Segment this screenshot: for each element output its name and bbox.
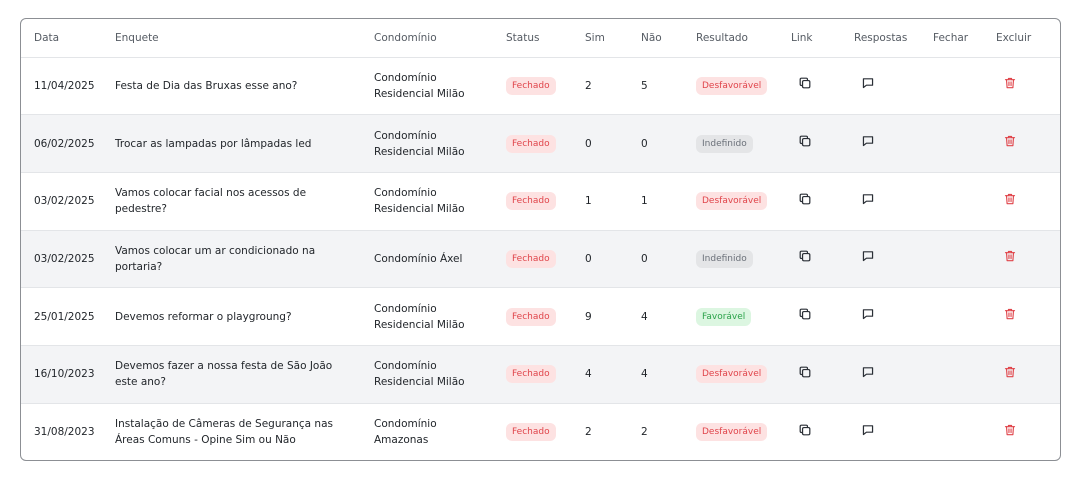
cell-nao: 2 — [641, 426, 648, 439]
cell-data: 06/02/2025 — [21, 115, 115, 173]
cell-data: 03/02/2025 — [21, 172, 115, 230]
copy-icon[interactable] — [798, 134, 812, 148]
status-badge: Fechado — [506, 365, 556, 383]
trash-icon[interactable] — [1003, 249, 1017, 263]
header-nao: Não — [641, 19, 696, 57]
cell-fechar — [933, 57, 996, 115]
cell-data: 11/04/2025 — [21, 57, 115, 115]
cell-nao: 1 — [641, 172, 696, 230]
trash-icon[interactable] — [1003, 134, 1017, 148]
copy-icon[interactable] — [798, 423, 812, 437]
message-icon[interactable] — [861, 76, 875, 90]
cell-enquete: Trocar as lampadas por lâmpadas led — [115, 115, 374, 173]
table-row — [21, 288, 1061, 346]
cell-data: 16/10/2023 — [21, 345, 115, 403]
message-icon[interactable] — [861, 423, 875, 437]
copy-icon[interactable] — [798, 365, 812, 379]
status-badge: Fechado — [506, 423, 556, 441]
cell-condominio: Condomínio Residencial Milão — [374, 288, 506, 346]
status-badge: Fechado — [506, 250, 556, 268]
cell-fechar — [933, 172, 996, 230]
header-resultado: Resultado — [696, 19, 791, 57]
cell-sim: 4 — [585, 345, 641, 403]
cell-condominio: Condomínio Residencial Milão — [374, 57, 506, 115]
cell-enquete: Devemos reformar o playgroung? — [115, 288, 374, 346]
cell-fechar — [933, 115, 996, 173]
cell-sim: 2 — [585, 426, 592, 439]
trash-icon[interactable] — [1003, 76, 1017, 90]
cell-condominio: Condomínio Residencial Milão — [374, 172, 506, 230]
cell-condominio: Condomínio Residencial Milão — [374, 115, 506, 173]
result-badge: Desfavorável — [696, 192, 767, 210]
cell-nao: 0 — [641, 115, 696, 173]
cell-condominio: Condomínio Amazonas — [374, 418, 437, 447]
cell-nao: 5 — [641, 57, 696, 115]
trash-icon[interactable] — [1003, 423, 1017, 437]
polls-table-card — [20, 18, 1061, 461]
header-data: Data — [21, 19, 115, 57]
status-badge: Fechado — [506, 308, 556, 326]
cell-fechar — [933, 288, 996, 346]
message-icon[interactable] — [861, 365, 875, 379]
cell-data: 25/01/2025 — [21, 288, 115, 346]
status-badge: Fechado — [506, 192, 556, 210]
result-badge: Desfavorável — [696, 423, 767, 441]
result-badge: Indefinido — [696, 135, 753, 153]
copy-icon[interactable] — [798, 249, 812, 263]
cell-nao: 0 — [641, 230, 696, 288]
copy-icon[interactable] — [798, 192, 812, 206]
status-badge: Fechado — [506, 77, 556, 95]
cell-condominio: Condomínio Residencial Milão — [374, 345, 506, 403]
cell-sim: 2 — [585, 57, 641, 115]
cell-data: 03/02/2025 — [21, 230, 115, 288]
table-row — [21, 115, 1061, 173]
table-row — [21, 57, 1061, 115]
header-excluir: Excluir — [996, 19, 1061, 57]
cell-enquete: Devemos fazer a nossa festa de São João este ano? — [115, 345, 374, 403]
copy-icon[interactable] — [798, 76, 812, 90]
table-row — [21, 403, 1061, 461]
table-row — [21, 230, 1061, 288]
message-icon[interactable] — [861, 249, 875, 263]
cell-enquete: Instalação de Câmeras de Segurança nas Áreas Comuns - Opine Sim ou Não — [115, 418, 333, 447]
cell-sim: 1 — [585, 172, 641, 230]
table-header-row — [21, 19, 1061, 57]
header-enquete: Enquete — [115, 19, 374, 57]
cell-enquete: Festa de Dia das Bruxas esse ano? — [115, 57, 374, 115]
result-badge: Desfavorável — [696, 365, 767, 383]
copy-icon[interactable] — [798, 307, 812, 321]
trash-icon[interactable] — [1003, 307, 1017, 321]
trash-icon[interactable] — [1003, 192, 1017, 206]
cell-fechar — [933, 403, 996, 461]
message-icon[interactable] — [861, 192, 875, 206]
cell-fechar — [933, 230, 996, 288]
result-badge: Favorável — [696, 308, 751, 326]
header-link: Link — [791, 19, 854, 57]
cell-enquete: Vamos colocar um ar condicionado na portaria? — [115, 230, 374, 288]
cell-data: 31/08/2023 — [34, 426, 95, 439]
polls-table — [21, 19, 1061, 461]
header-fechar: Fechar — [933, 19, 996, 57]
trash-icon[interactable] — [1003, 365, 1017, 379]
cell-nao: 4 — [641, 288, 696, 346]
message-icon[interactable] — [861, 307, 875, 321]
cell-enquete: Vamos colocar facial nos acessos de pedestre? — [115, 172, 374, 230]
result-badge: Desfavorável — [696, 77, 767, 95]
cell-fechar — [933, 345, 996, 403]
cell-sim: 0 — [585, 230, 641, 288]
header-respostas: Respostas — [854, 19, 933, 57]
table-row — [21, 345, 1061, 403]
cell-nao: 4 — [641, 345, 696, 403]
status-badge: Fechado — [506, 135, 556, 153]
table-row — [21, 172, 1061, 230]
cell-sim: 9 — [585, 288, 641, 346]
message-icon[interactable] — [861, 134, 875, 148]
result-badge: Indefinido — [696, 250, 753, 268]
cell-sim: 0 — [585, 115, 641, 173]
header-sim: Sim — [585, 19, 641, 57]
header-condominio: Condomínio — [374, 19, 506, 57]
header-status: Status — [506, 19, 585, 57]
cell-condominio: Condomínio Áxel — [374, 230, 506, 288]
